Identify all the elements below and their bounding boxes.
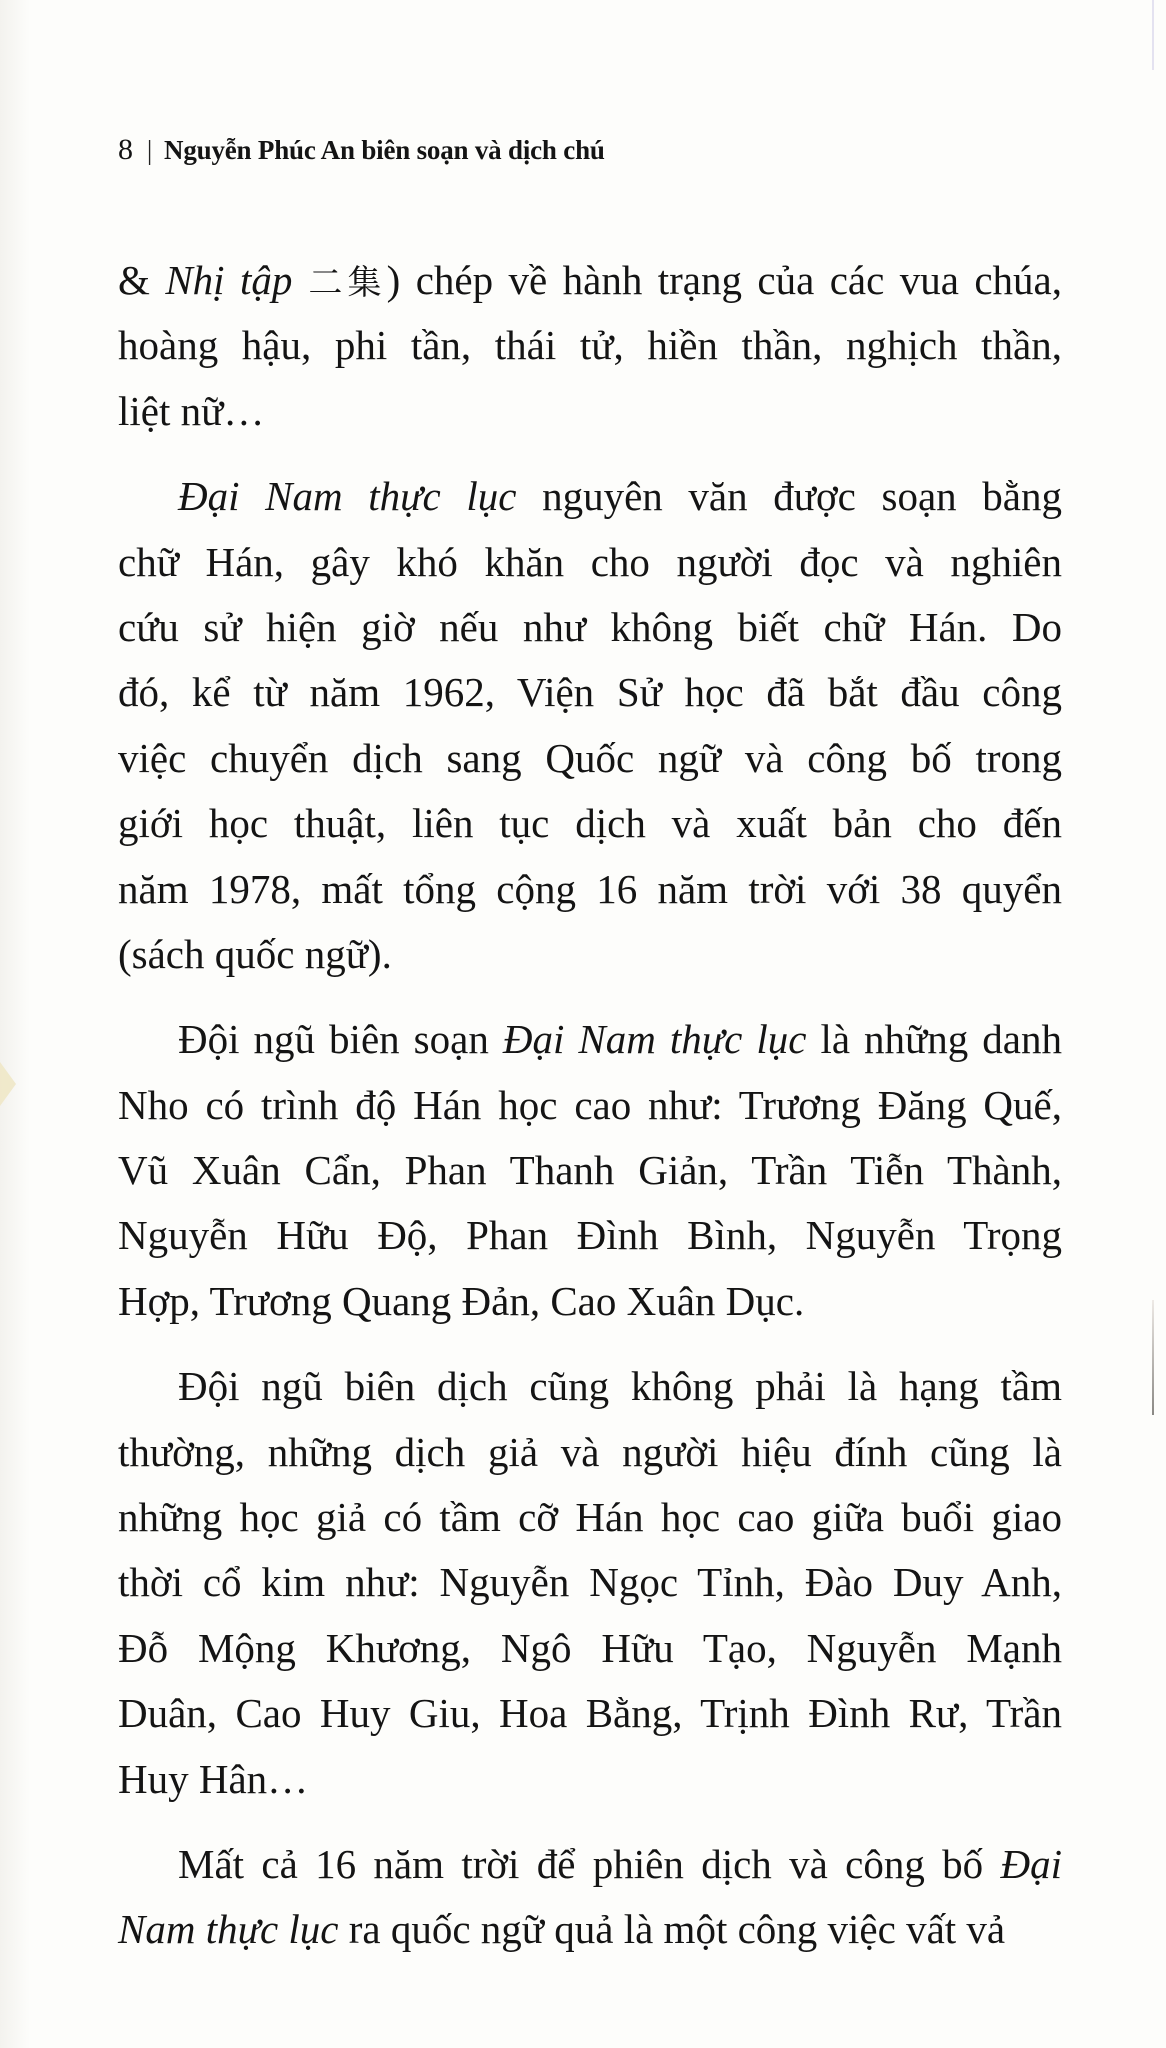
- text-line: [118, 530, 1062, 595]
- text-run: Đội ngũ biên dịch cũng không phải là hạng tầm: [178, 1363, 1062, 1410]
- text-run: Đội ngũ biên soạn: [178, 1016, 503, 1063]
- text-run: chữ Hán, gây khó khăn cho người đọc và nghiên: [118, 538, 1062, 585]
- text-line: [118, 1203, 1062, 1268]
- text-run: Nguyễn Hữu Độ, Phan Đình Bình, Nguyễn Trọng: [118, 1212, 1062, 1259]
- text-run: thời cổ kim như: Nguyễn Ngọc Tỉnh, Đào Duy Anh,: [118, 1559, 1062, 1606]
- text-run: Huy Hân…: [118, 1755, 309, 1802]
- text-run: hoàng hậu, phi tần, thái tử, hiền thần, nghịch thần,: [118, 322, 1062, 369]
- text-line: [118, 313, 1062, 378]
- text-line: [118, 1747, 1062, 1812]
- text-line: [118, 1832, 1062, 1897]
- text-run: đó, kể từ năm 1962, Viện Sử học đã bắt đầu công: [118, 669, 1062, 716]
- text-run: Hợp, Trương Quang Đản, Cao Xuân Dục.: [118, 1277, 805, 1324]
- text-run: thường, những dịch giả và người hiệu đính cũng là: [118, 1428, 1062, 1475]
- text-line: [118, 726, 1062, 791]
- text-run: Duân, Cao Huy Giu, Hoa Bằng, Trịnh Đình Rư, Trần: [118, 1690, 1062, 1737]
- scan-edge-shadow: [0, 0, 30, 2048]
- text-line: [118, 1550, 1062, 1615]
- text-run: việc chuyển dịch sang Quốc ngữ và công bố trong: [118, 734, 1062, 781]
- text-line: [118, 660, 1062, 725]
- text-run: là những danh: [806, 1016, 1063, 1063]
- text-line: [118, 248, 1062, 313]
- text-line: [118, 791, 1062, 856]
- page-edge-line: [1152, 1300, 1154, 1415]
- paragraph-gap: [118, 1812, 1062, 1832]
- page-edge-line: [1152, 0, 1154, 70]
- italic-title-text: Đại: [1000, 1840, 1062, 1887]
- running-header: [118, 133, 605, 167]
- text-run: ) chép về hành trạng của các vua chúa,: [386, 257, 1062, 303]
- text-run: liệt nữ…: [118, 387, 265, 434]
- text-run: (sách quốc ngữ).: [118, 930, 392, 977]
- text-run: giới học thuật, liên tục dịch và xuất bản cho đến: [118, 800, 1062, 847]
- header-separator: |: [146, 135, 153, 165]
- text-line: [118, 1138, 1062, 1203]
- italic-title-text: Đại Nam thực lục: [502, 1016, 807, 1063]
- text-run: Vũ Xuân Cẩn, Phan Thanh Giản, Trần Tiễn Thành,: [118, 1147, 1062, 1194]
- paragraph: [118, 1354, 1062, 1812]
- paragraph-gap: [118, 987, 1062, 1007]
- paragraph: [118, 248, 1062, 444]
- text-run: năm 1978, mất tổng cộng 16 năm trời với 38 quyển: [118, 865, 1062, 912]
- text-run: Nho có trình độ Hán học cao như: Trương Đăng Quế,: [118, 1081, 1062, 1128]
- text-run: những học giả có tầm cỡ Hán học cao giữa buổi giao: [118, 1494, 1062, 1541]
- chinese-characters: 二集: [292, 263, 387, 303]
- text-run: ra quốc ngữ quả là một công việc vất vả: [338, 1906, 1006, 1953]
- running-title: Nguyễn Phúc An biên soạn và dịch chú: [164, 135, 605, 165]
- text-line: [118, 1616, 1062, 1681]
- text-run: nguyên văn được soạn bằng: [516, 473, 1062, 520]
- italic-title-text: Nhị tập: [165, 257, 293, 303]
- text-line: [118, 1485, 1062, 1550]
- text-run: Mất cả 16 năm trời để phiên dịch và công bố: [178, 1840, 1001, 1887]
- text-line: [118, 379, 1062, 444]
- text-run: Đỗ Mộng Khương, Ngô Hữu Tạo, Nguyễn Mạnh: [118, 1624, 1062, 1671]
- paragraph: [118, 1832, 1062, 1963]
- text-line: [118, 1073, 1062, 1138]
- italic-title-text: Đại Nam thực lục: [178, 473, 517, 520]
- paragraph-gap: [118, 444, 1062, 464]
- text-line: [118, 1354, 1062, 1419]
- page-tab-mark: [0, 1062, 16, 1106]
- body-text: [118, 248, 1062, 1963]
- page-number: 8: [118, 133, 133, 166]
- text-line: [118, 922, 1062, 987]
- italic-title-text: Nam thực lục: [118, 1906, 339, 1953]
- text-line: [118, 1420, 1062, 1485]
- text-line: [118, 857, 1062, 922]
- text-line: [118, 595, 1062, 660]
- paragraph: [118, 1007, 1062, 1334]
- text-line: [118, 1269, 1062, 1334]
- text-line: [118, 464, 1062, 529]
- text-run: cứu sử hiện giờ nếu như không biết chữ Hán. Do: [118, 603, 1062, 650]
- text-line: [118, 1007, 1062, 1072]
- paragraph-gap: [118, 1334, 1062, 1354]
- paragraph: [118, 464, 1062, 987]
- text-run: &: [118, 257, 166, 303]
- text-line: [118, 1681, 1062, 1746]
- text-line: [118, 1897, 1062, 1962]
